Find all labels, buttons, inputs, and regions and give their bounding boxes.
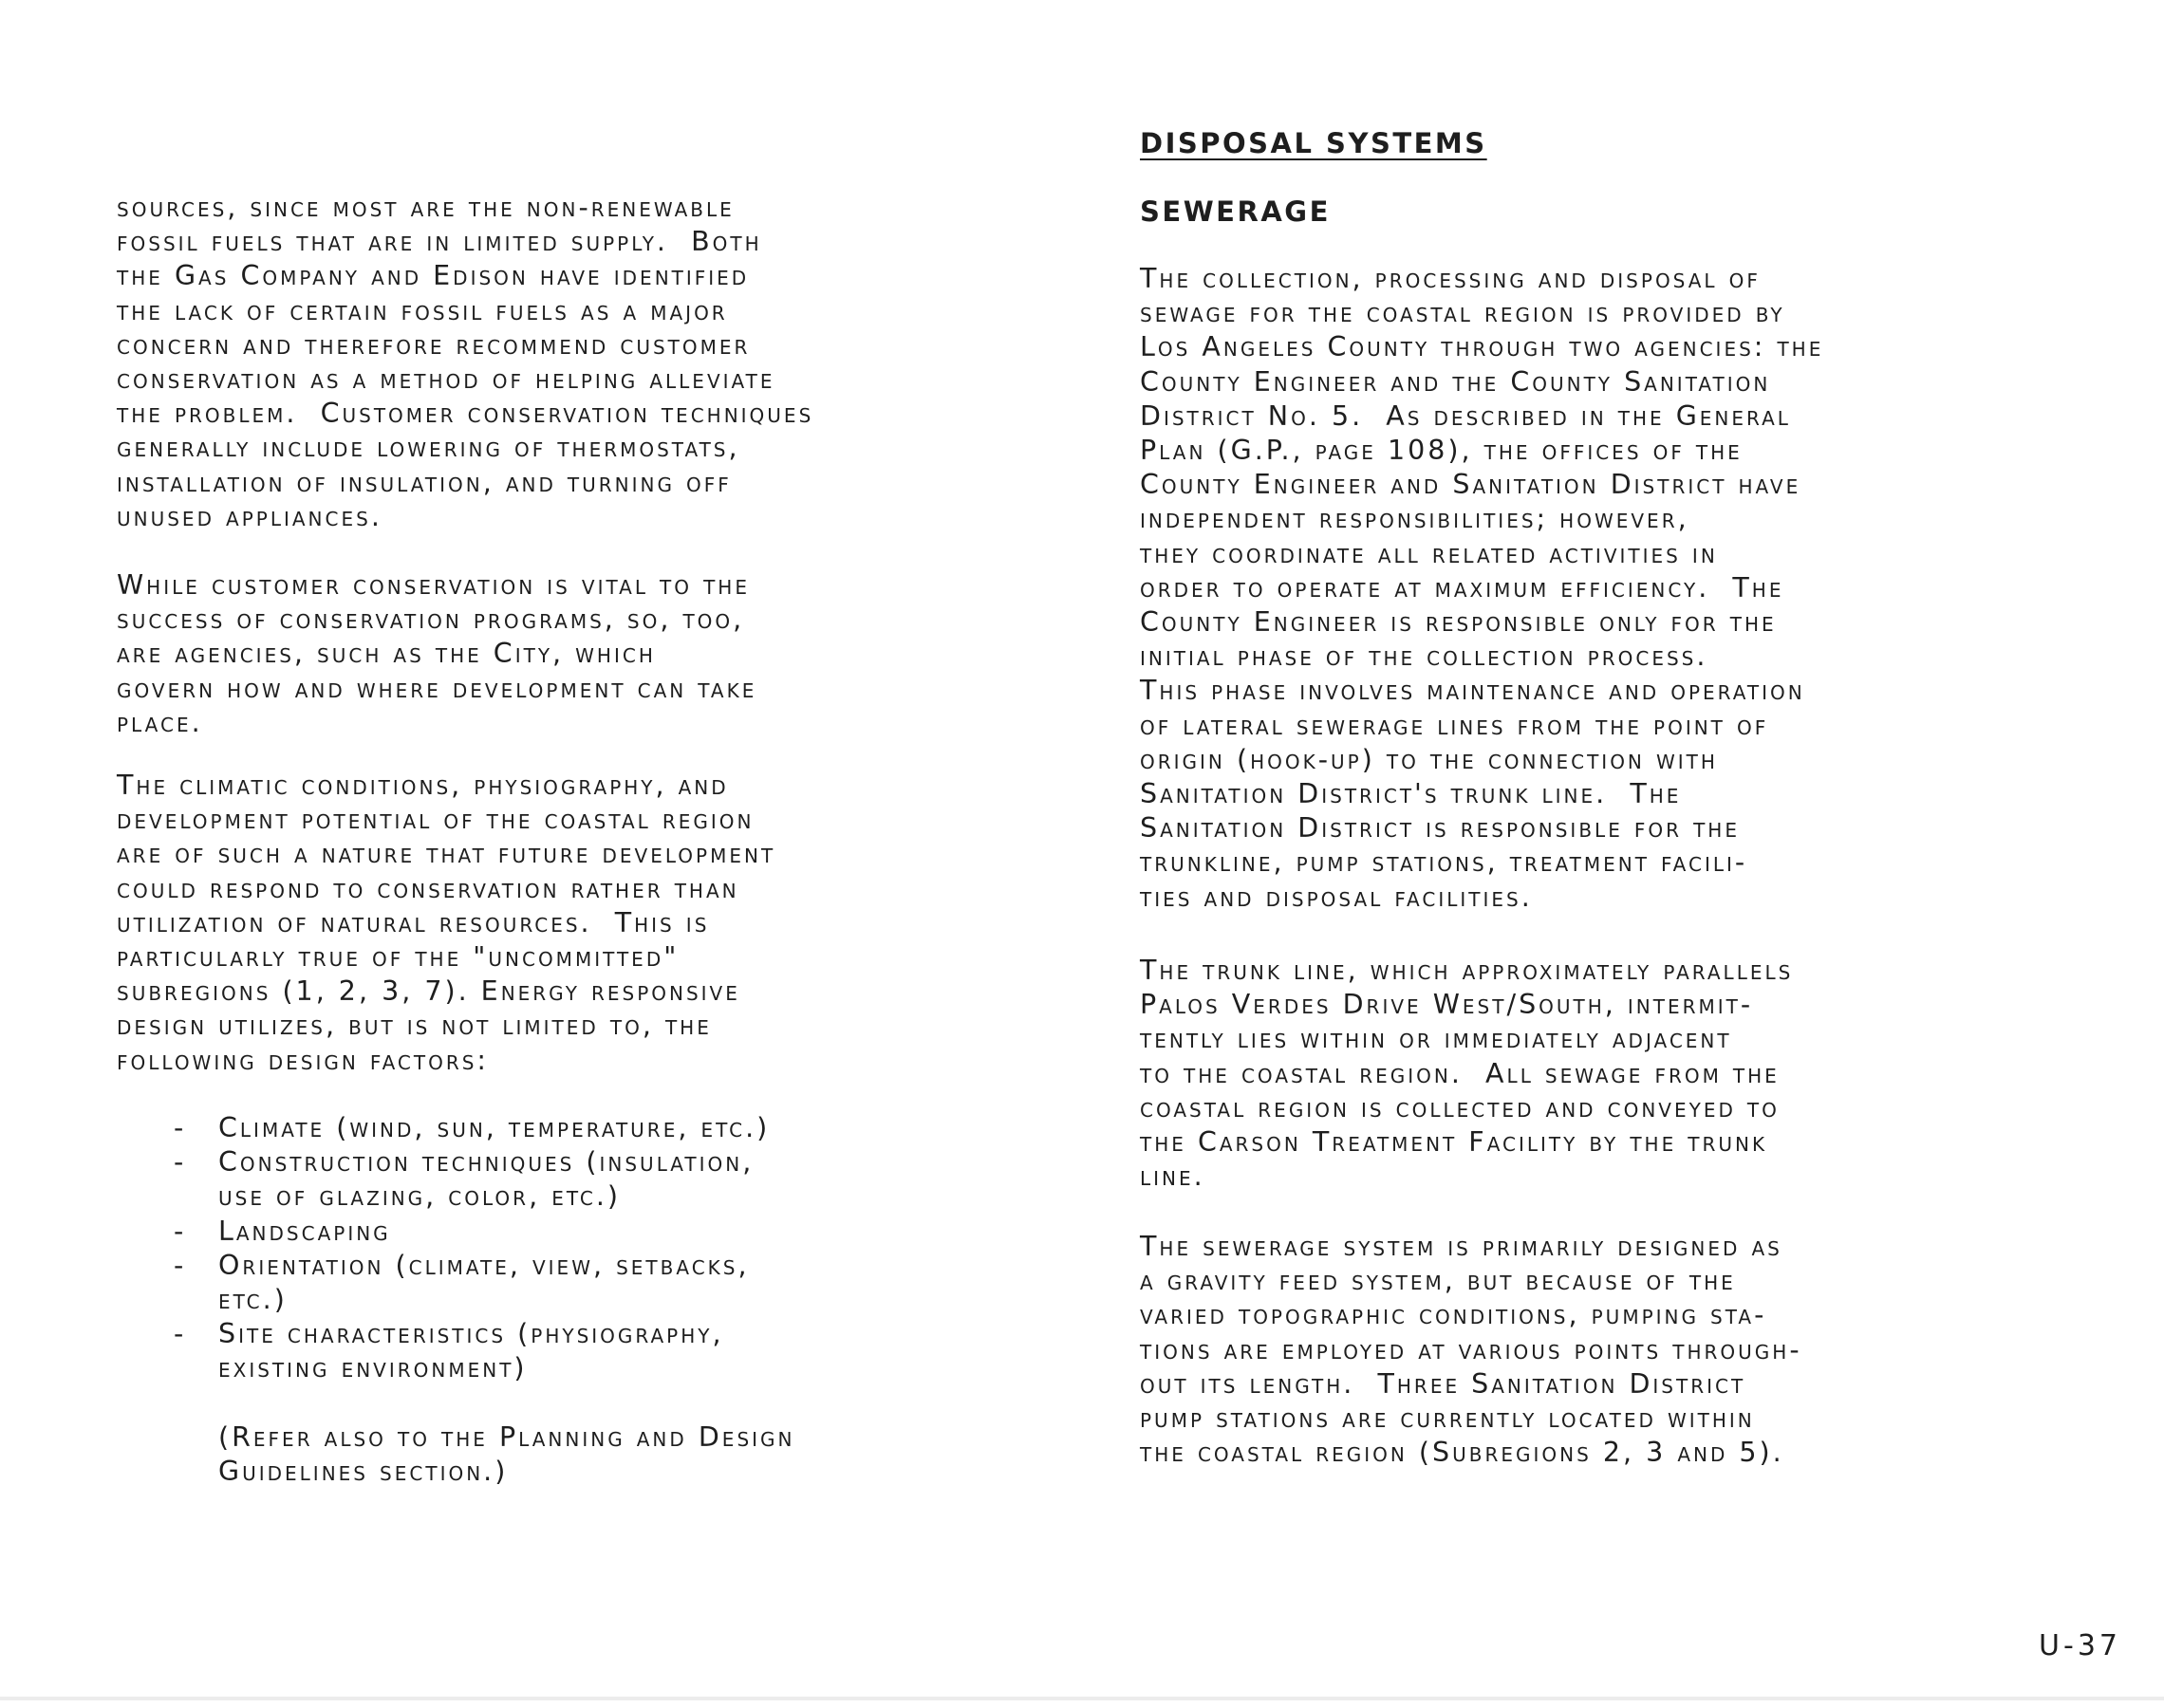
list-item: - Site characteristics (physiography, existing environment) [174, 1318, 724, 1384]
list-item: - Landscaping [174, 1215, 770, 1249]
list-item: - Orientation (climate, view, setbacks, etc.) [174, 1249, 750, 1316]
paragraph-climatic-conditions: The climatic conditions, physiography, and development potential of the coastal region are of such a nature that future development could respond to conservation rather than utilization of natural resources. This is particularly true of the "uncommitted" subregions (1, 2, 3, 7). Energy responsive design utilizes, but is not limited to, the following design factors: [117, 770, 776, 1076]
paragraph-sewerage-system: The sewerage system is primarily designed as a gravity feed system, but because of the varied topographic conditions, pumping sta- tions are employed at various points through- out its length. Three Sanitation District pump stations are currently located within the coastal region (Subregions 2, 3 and 5). [1140, 1231, 1802, 1469]
dash-bullet: - [174, 1112, 187, 1143]
dash-bullet: - [174, 1318, 187, 1350]
list-item: - Construction techniques (insulation, use of glazing, color, etc.) [174, 1146, 755, 1213]
paragraph-trunk-line: The trunk line, which approximately parallels Palos Verdes Drive West/South, intermit- tently lies within or immediately adjacent to the coastal region. All sewage from the coastal region is collected and conveyed to the Carson Treatment Facility by the trunk line. [1140, 955, 1794, 1193]
paragraph-energy-sources: sources, since most are the non-renewable fossil fuels that are in limited supply. Both the Gas Company and Edison have identified the lack of certain fossil fuels as a major concern and therefore recommend customer conservation as a method of helping alleviate the problem. Customer conservation techniques generally include lowering of thermostats, installation of insulation, and turning off unused appliances. [117, 192, 814, 532]
page-number: U-37 [2039, 1629, 2121, 1662]
reference-note: (Refer also to the Planning and Design Guidelines section.) [218, 1421, 795, 1488]
dash-bullet: - [174, 1215, 187, 1247]
design-factors-list [174, 1111, 770, 1386]
dash-bullet: - [174, 1249, 187, 1281]
paragraph-sewage-collection: The collection, processing and disposal of sewage for the coastal region is provided by Los Angeles County through two agencies: the County Engineer and the County Sanitation District No. 5. As described in the General Plan (G.P., page 108), the offices of the County Engineer and Sanitation District have independent responsibilities; however, they coordinate all related activities in order to operate at maximum efficiency. The County Engineer is responsible only for the initial phase of the collection process. This phase involves maintenance and operation of lateral sewerage lines from the point of origin (hook-up) to the connection with Sanitation District's trunk line. The Sanitation District is responsible for the trunkline, pump stations, treatment facili- ties and disposal facilities. [1140, 263, 1824, 913]
section-title: DISPOSAL SYSTEMS [1140, 127, 1487, 159]
paragraph-customer-conservation: While customer conservation is vital to the success of conservation programs, so, too, are agencies, such as the City, which govern how and where development can take place. [117, 569, 757, 738]
dash-bullet: - [174, 1146, 187, 1179]
scan-edge [0, 1697, 2164, 1700]
list-item: - Climate (wind, sun, temperature, etc.) [174, 1111, 770, 1145]
subsection-title: SEWERAGE [1140, 195, 1331, 228]
